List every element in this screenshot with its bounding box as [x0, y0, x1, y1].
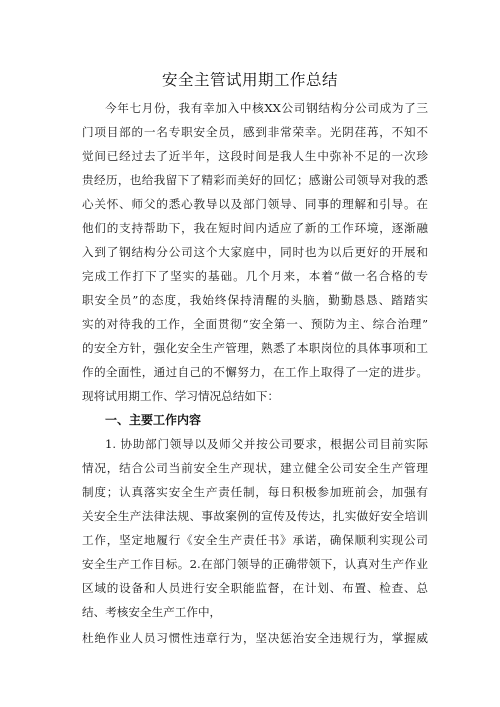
paragraph-line: 今年七月份，我有幸加入中核XX公司钢结构分公司成为了三: [105, 101, 428, 115]
paragraph-line: 制度；认真落实安全生产责任制，每日积极参加班前会，加强有: [82, 485, 428, 499]
paragraph-line: 关安全生产法律法规、事故案例的宣传及传达，扎实做好安全培训: [82, 509, 428, 523]
paragraph-line: 情况，结合公司当前安全生产现状，建立健全公司安全生产管理: [82, 461, 428, 475]
section-heading: 一、主要工作内容: [105, 413, 202, 427]
paragraph-line: 杜绝作业人员习惯性违章行为，坚决惩治安全违规行为，掌握威: [82, 631, 428, 645]
paragraph-line: 门项目部的一名专职安全员，感到非常荣幸。光阴荏苒，不知不: [82, 125, 428, 139]
paragraph-line: 职安全员”的态度，我始终保持清醒的头脑，勤勤恳恳、踏踏实: [82, 293, 428, 307]
paragraph-line: 他们的支持帮助下，我在短时间内适应了新的工作环境，逐渐融: [82, 221, 428, 235]
paragraph-line: 区域的设备和人员进行安全职能监督，在计划、布置、检查、总: [82, 581, 428, 595]
paragraph-line: 1. 协助部门领导以及师父并按公司要求，根据公司目前实际: [105, 437, 428, 451]
paragraph-line: 觉间已经过去了近半年，这段时间是我人生中弥补不足的一次珍: [82, 149, 428, 163]
paragraph-line: 安全生产工作目标。2.在部门领导的正确带领下，认真对生产作业: [82, 557, 428, 571]
paragraph-line: 作的全面性，通过自己的不懈努力，在工作上取得了一定的进步。: [82, 365, 428, 379]
paragraph-line: 入到了钢结构分公司这个大家庭中，同时也为以后更好的开展和: [82, 245, 428, 259]
paragraph-line: 结、考核安全生产工作中，: [82, 605, 222, 619]
paragraph-line: 现将试用期工作、学习情况总结如下：: [82, 389, 280, 403]
paragraph-line: 的安全方针，强化安全生产管理，熟悉了本职岗位的具体事项和工: [82, 341, 428, 355]
paragraph-line: 工作，坚定地履行《安全生产责任书》承诺，确保顺利实现公司: [82, 533, 428, 547]
paragraph-line: 心关怀、师父的悉心教导以及部门领导、同事的理解和引导。在: [82, 197, 428, 211]
page-title: 安全主管试用期工作总结: [161, 71, 338, 89]
paragraph-line: 完成工作打下了坚实的基础。几个月来，本着“做一名合格的专: [82, 269, 428, 283]
paragraph-line: 实的对待我的工作，全面贯彻“安全第一、预防为主、综合治理”: [82, 317, 428, 331]
paragraph-line: 贵经历，也给我留下了精彩而美好的回忆；感谢公司领导对我的悉: [82, 173, 428, 187]
